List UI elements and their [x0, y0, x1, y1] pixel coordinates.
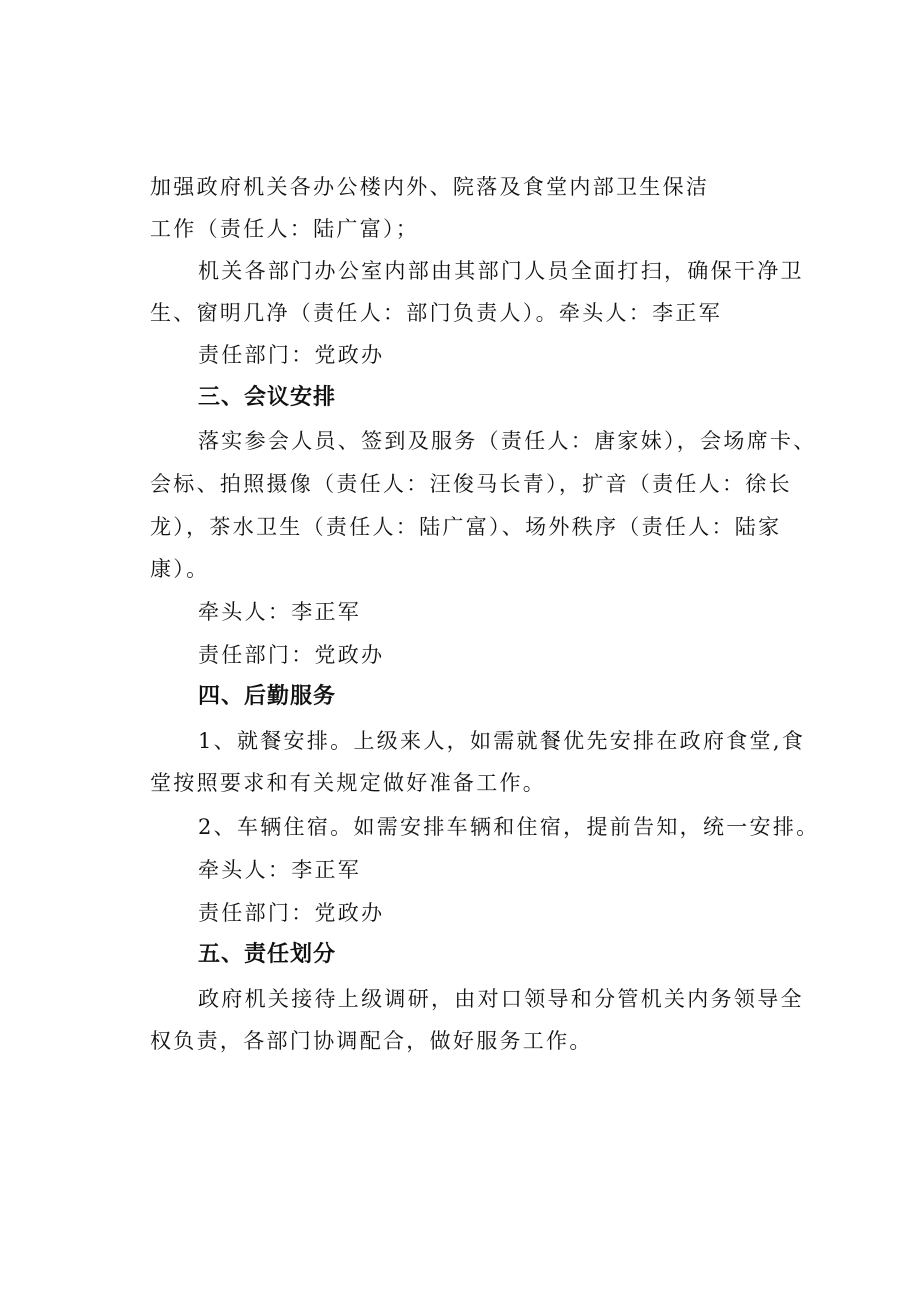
office-cleaning-line-1: 机关各部门办公室内部由其部门人员全面打扫，确保干净卫: [198, 259, 804, 283]
section-heading-responsibility: 五、责任划分: [198, 942, 337, 967]
cleaning-text-line-2: 工作（责任人：陆广富）；: [150, 217, 420, 241]
section-heading-logistics: 四、后勤服务: [198, 684, 337, 709]
lead-person-2: 牵头人：李正军: [198, 858, 362, 882]
meeting-text-line-2: 会标、拍照摄像（责任人：汪俊马长青），扩音（责任人：徐长: [150, 472, 792, 496]
office-cleaning-line-2: 生、窗明几净（责任人：部门负责人）。牵头人：李正军: [150, 301, 722, 325]
dining-text-line-2: 堂按照要求和有关规定做好准备工作。: [150, 771, 547, 795]
responsible-department-2: 责任部门：党政办: [198, 643, 385, 667]
responsibility-text-line-1: 政府机关接待上级调研，由对口领导和分管机关内务领导全: [198, 987, 804, 1011]
meeting-text-line-1: 落实参会人员、签到及服务（责任人：唐家妹），会场席卡、: [198, 429, 817, 453]
section-heading-meeting: 三、会议安排: [198, 385, 337, 410]
responsibility-text-line-2: 权负责，各部门协调配合，做好服务工作。: [150, 1029, 593, 1053]
meeting-text-line-4: 康）。: [150, 557, 210, 581]
vehicle-lodging-text: 2、车辆住宿。如需安排车辆和住宿，提前告知，统一安排。: [198, 815, 820, 839]
responsible-department-3: 责任部门：党政办: [198, 901, 385, 925]
meeting-text-line-3: 龙），茶水卫生（责任人：陆广富）、场外秩序（责任人：陆家: [150, 515, 782, 539]
cleaning-text-line-1: 加强政府机关各办公楼内外、院落及食堂内部卫生保洁: [150, 175, 710, 199]
responsible-department-1: 责任部门：党政办: [198, 343, 385, 367]
dining-text-line-1: 1、就餐安排。上级来人，如需就餐优先安排在政府食堂,食: [198, 729, 806, 753]
lead-person-1: 牵头人：李正军: [198, 600, 362, 624]
